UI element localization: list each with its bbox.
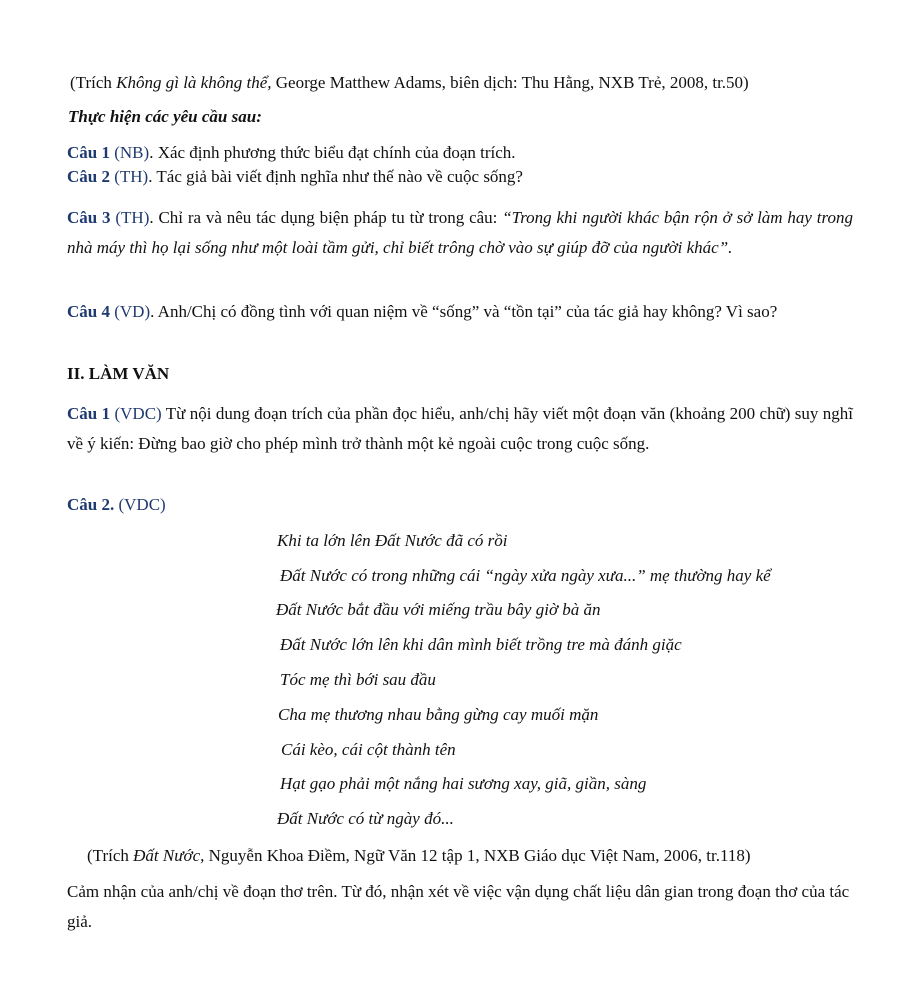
citation-title: Đất Nước, — [133, 846, 205, 865]
poem-line: Đất Nước bắt đầu với miếng trầu bây giờ bà ăn — [276, 600, 601, 619]
question-level-tag: (VDC) — [114, 404, 162, 423]
source-citation-2 — [87, 847, 751, 864]
question-quote: “Trong khi người khác bận rộn ở sở làm hay trong nhà máy thì họ lại sống như một loài tầm gửi, chỉ biết trông chờ vào sự giúp đỡ của người khác”. — [67, 208, 853, 257]
section-heading: II. LÀM VĂN — [67, 364, 170, 383]
poem-line: Tóc mẹ thì bới sau đầu — [280, 670, 436, 689]
final-task: Cảm nhận của anh/chị về đoạn thơ trên. Từ đó, nhận xét về việc vận dụng chất liệu dân gian trong đoạn thơ của tác giả. — [67, 882, 850, 931]
question-text: Từ nội dung đoạn trích của phần đọc hiểu, anh/chị hãy viết một đoạn văn (khoảng 200 chữ) suy nghĩ về ý kiến: Đừng bao giờ cho phép mình trở thành một kẻ ngoài cuộc trong cuộc sống. — [67, 404, 854, 453]
poem-line: Khi ta lớn lên Đất Nước đã có rồi — [277, 531, 508, 550]
poem-line: Cái kèo, cái cột thành tên — [281, 740, 456, 759]
question-label: Câu 1 — [67, 404, 111, 423]
question-text: . Anh/Chị có đồng tình với quan niệm về “sống” và “tồn tại” của tác giả hay không? Vì sao? — [150, 302, 778, 321]
question-text: . Xác định phương thức biểu đạt chính của đoạn trích. — [149, 143, 516, 162]
question-label: Câu 3 — [67, 208, 111, 227]
essay-question-1 — [67, 399, 853, 459]
poem-line: Hạt gạo phải một nắng hai sương xay, giã, giần, sàng — [280, 774, 647, 793]
source-citation-1 — [70, 74, 749, 91]
question-label: Câu 2 — [67, 167, 110, 186]
question-level-tag: (NB) — [114, 143, 150, 162]
question-4 — [67, 297, 853, 327]
question-label: Câu 4 — [67, 302, 110, 321]
poem-line: Đất Nước lớn lên khi dân mình biết trồng tre mà đánh giặc — [280, 635, 682, 654]
question-text: . Tác giả bài viết định nghĩa như thế nào về cuộc sống? — [148, 167, 523, 186]
poem-line: Đất Nước có trong những cái “ngày xửa ngày xưa...” mẹ thường hay kể — [280, 566, 771, 585]
citation-rest: Nguyễn Khoa Điềm, Ngữ Văn 12 tập 1, NXB Giáo dục Việt Nam, 2006, tr.118) — [204, 846, 751, 865]
question-level-tag: (TH) — [114, 167, 149, 186]
question-1 — [67, 144, 516, 161]
instruction-heading: Thực hiện các yêu cầu sau: — [68, 107, 262, 126]
poem-line: Đất Nước có từ ngày đó... — [277, 809, 454, 828]
question-label: Câu 2. — [67, 495, 115, 514]
question-level-tag: (VD) — [114, 302, 151, 321]
poem-line: Cha mẹ thương nhau bằng gừng cay muối mặn — [278, 705, 599, 724]
question-2 — [67, 168, 523, 185]
essay-question-2 — [67, 496, 166, 513]
citation-prefix: (Trích — [70, 73, 117, 92]
question-3 — [67, 203, 853, 263]
citation-title: Không gì là không thể, — [116, 73, 272, 92]
question-text: . Chỉ ra và nêu tác dụng biện pháp tu từ trong câu: — [149, 208, 503, 227]
question-label: Câu 1 — [67, 143, 110, 162]
citation-rest: George Matthew Adams, biên dịch: Thu Hằng, NXB Trẻ, 2008, tr.50) — [271, 73, 749, 92]
question-level-tag: (TH) — [115, 208, 150, 227]
question-level-tag: (VDC) — [118, 495, 166, 514]
citation-prefix: (Trích — [87, 846, 134, 865]
